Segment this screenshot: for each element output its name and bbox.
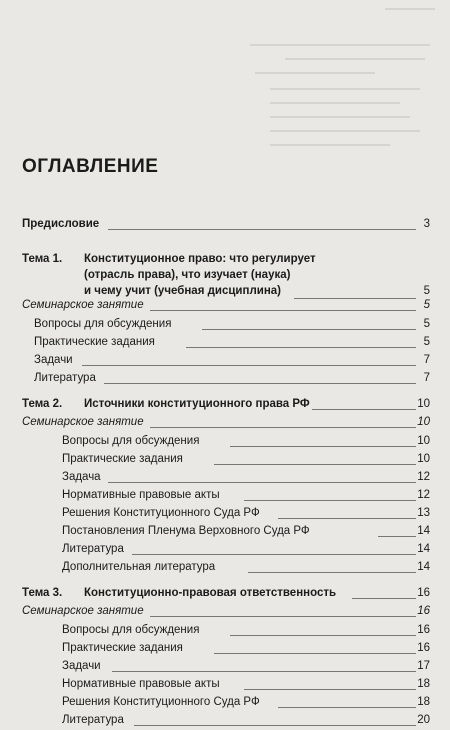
toc-entry-label: Семинарское занятие bbox=[22, 605, 144, 617]
topic-title-line: Конституционно-правовая ответственность bbox=[84, 587, 337, 599]
leader-line bbox=[214, 464, 416, 465]
topic-number: Тема 2. bbox=[22, 398, 63, 410]
toc-entry-label: Вопросы для обсуждения bbox=[62, 624, 200, 636]
toc-entry-label: Литература bbox=[62, 543, 124, 555]
leader-line bbox=[230, 635, 416, 636]
toc-page-number: 14 bbox=[417, 561, 430, 573]
topic-title-line: и чему учит (учебная дисциплина) bbox=[84, 285, 281, 297]
leader-line bbox=[108, 482, 416, 483]
toc-entry-label: Практические задания bbox=[34, 336, 155, 348]
leader-line bbox=[150, 427, 416, 428]
toc-entry-label: Предисловие bbox=[22, 218, 100, 230]
leader-line bbox=[312, 409, 416, 410]
topic-title-line: Конституционное право: что регулирует bbox=[84, 253, 316, 265]
toc-page-number: 16 bbox=[417, 624, 430, 636]
toc-page-number: 7 bbox=[423, 372, 430, 384]
leader-line bbox=[202, 329, 416, 330]
leader-line bbox=[150, 616, 416, 617]
toc-entry-label: Нормативные правовые акты bbox=[62, 678, 220, 690]
toc-page-number: 16 bbox=[417, 587, 430, 599]
leader-line bbox=[352, 598, 416, 599]
toc-entry-label: Литература bbox=[34, 372, 96, 384]
toc-entry-label: Постановления Пленума Верховного Суда РФ bbox=[62, 525, 310, 537]
toc-entry-label: Практические задания bbox=[62, 453, 183, 465]
toc-entry-label: Литература bbox=[62, 714, 124, 726]
toc-entry-label: Решения Конституционного Суда РФ bbox=[62, 696, 260, 708]
topic-number: Тема 3. bbox=[22, 587, 63, 599]
toc-page-number: 10 bbox=[417, 453, 430, 465]
leader-line bbox=[278, 518, 416, 519]
toc-page-number: 17 bbox=[417, 660, 430, 672]
toc-page-number: 18 bbox=[417, 678, 430, 690]
toc-page-number: 10 bbox=[417, 398, 430, 410]
toc-page-number: 13 bbox=[417, 507, 430, 519]
toc-page-number: 3 bbox=[423, 218, 430, 230]
toc-entry-label: Семинарское занятие bbox=[22, 299, 144, 311]
toc-page-number: 7 bbox=[423, 354, 430, 366]
toc-entry-label: Вопросы для обсуждения bbox=[62, 435, 200, 447]
toc-entry-label: Нормативные правовые акты bbox=[62, 489, 220, 501]
toc-page-number: 12 bbox=[417, 471, 430, 483]
toc-page-number: 14 bbox=[417, 543, 430, 555]
leader-line bbox=[108, 229, 416, 230]
leader-line bbox=[104, 383, 416, 384]
page-title: ОГЛАВЛЕНИЕ bbox=[22, 156, 159, 177]
leader-line bbox=[134, 725, 416, 726]
topic-number: Тема 1. bbox=[22, 253, 63, 265]
toc-page-number: 5 bbox=[423, 299, 430, 311]
toc-entry-label: Задачи bbox=[34, 354, 73, 366]
leader-line bbox=[244, 689, 416, 690]
leader-line bbox=[112, 671, 416, 672]
toc-entry-label: Решения Конституционного Суда РФ bbox=[62, 507, 260, 519]
toc-page-number: 14 bbox=[417, 525, 430, 537]
leader-line bbox=[150, 310, 416, 311]
toc-entry-label: Задача bbox=[62, 471, 101, 483]
toc-page-number: 20 bbox=[417, 714, 430, 726]
topic-title-line: (отрасль права), что изучает (наука) bbox=[84, 269, 291, 281]
toc-entry-label: Вопросы для обсуждения bbox=[34, 318, 172, 330]
topic-title-line: Источники конституционного права РФ bbox=[84, 398, 310, 410]
toc-page-number: 16 bbox=[417, 605, 430, 617]
bleed-through-text bbox=[0, 0, 450, 170]
leader-line bbox=[186, 347, 416, 348]
toc-page-number: 5 bbox=[423, 318, 430, 330]
toc-page-number: 5 bbox=[423, 285, 430, 297]
leader-line bbox=[248, 572, 416, 573]
leader-line bbox=[230, 446, 416, 447]
toc-page-number: 18 bbox=[417, 696, 430, 708]
toc-entry-label: Задачи bbox=[62, 660, 101, 672]
toc-page-number: 5 bbox=[423, 336, 430, 348]
leader-line bbox=[214, 653, 416, 654]
leader-line bbox=[378, 536, 416, 537]
toc-page-number: 10 bbox=[417, 416, 430, 428]
toc-entry-label: Практические задания bbox=[62, 642, 183, 654]
toc-entry-label: Дополнительная литература bbox=[62, 561, 216, 573]
leader-line bbox=[244, 500, 416, 501]
toc-entry-label: Семинарское занятие bbox=[22, 416, 144, 428]
leader-line bbox=[294, 298, 416, 299]
leader-line bbox=[278, 707, 416, 708]
toc-page-number: 16 bbox=[417, 642, 430, 654]
toc-page-number: 10 bbox=[417, 435, 430, 447]
toc-page-number: 12 bbox=[417, 489, 430, 501]
leader-line bbox=[132, 554, 416, 555]
leader-line bbox=[82, 365, 416, 366]
